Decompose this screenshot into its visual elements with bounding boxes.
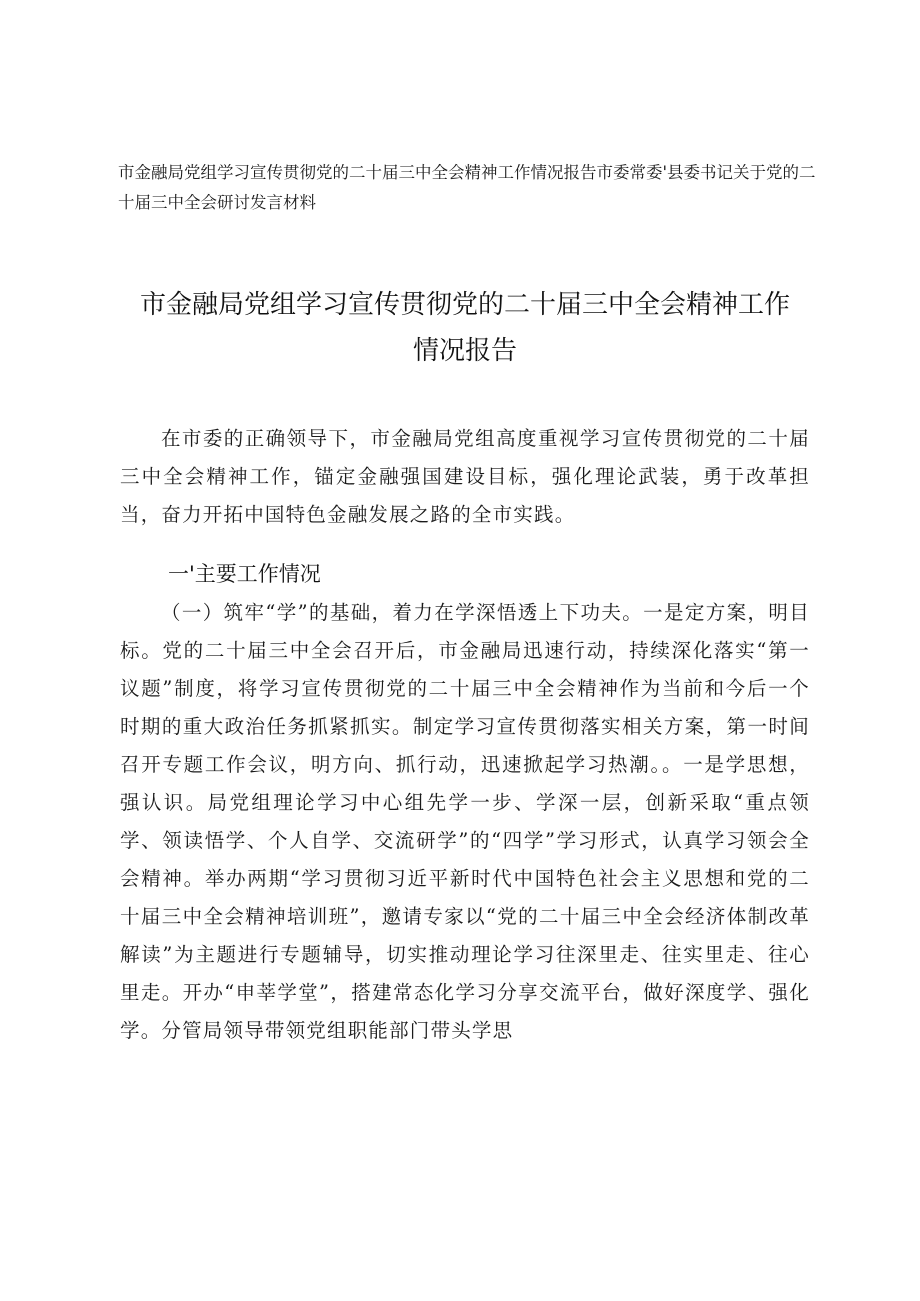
document-title: 市金融局党组学习宣传贯彻党的二十届三中全会精神工作情况报告 (140, 290, 791, 366)
section-paragraph: （一）筑牢“学”的基础，着力在学深悟透上下功夫。一是定方案，明目标。党的二十届三中全会召开后，市金融局迅速行动，持续深化落实“第一议题”制度，将学习宣传贯彻党的二十届三中全会精神作为当前和今后一个时期的重大政治任务抓紧抓实。制定学习宣传贯彻落实相关方案，第一时间召开专题工作会议，明方向、抓行动，迅速掀起学习热潮。。一是学思想，强认识。局党组理论学习中心组先学一步、学深一层，创新采取“重点领学、领读悟学、个人自学、交流研学”的“四学”学习形式，认真学习领会全会精神。举办两期“学习贯彻习近平新时代中国特色社会主义思想和党的二十届三中全会精神培训班”，邀请专家以“党的二十届三中全会经济体制改革解读”为主题进行专题辅导，切实推动理论学习往深里走、往实里走、往心里走。开办“申莘学堂”，搭建常态化学习分享交流平台，做好深度学、强化学。分管局领导带领党组职能部门带头学思 (120, 601, 810, 1042)
document-header: 市金融局党组学习宣传贯彻党的二十届三中全会精神工作情况报告市委常委'县委书记关于党的二十届三中全会研讨发言材料 (118, 163, 816, 212)
section-heading: 一'主要工作情况 (168, 562, 321, 586)
intro-paragraph: 在市委的正确领导下，市金融局党组高度重视学习宣传贯彻党的二十届三中全会精神工作，锚定金融强国建设目标，强化理论武装，勇于改革担当，奋力开拓中国特色金融发展之路的全市实践。 (120, 427, 810, 526)
